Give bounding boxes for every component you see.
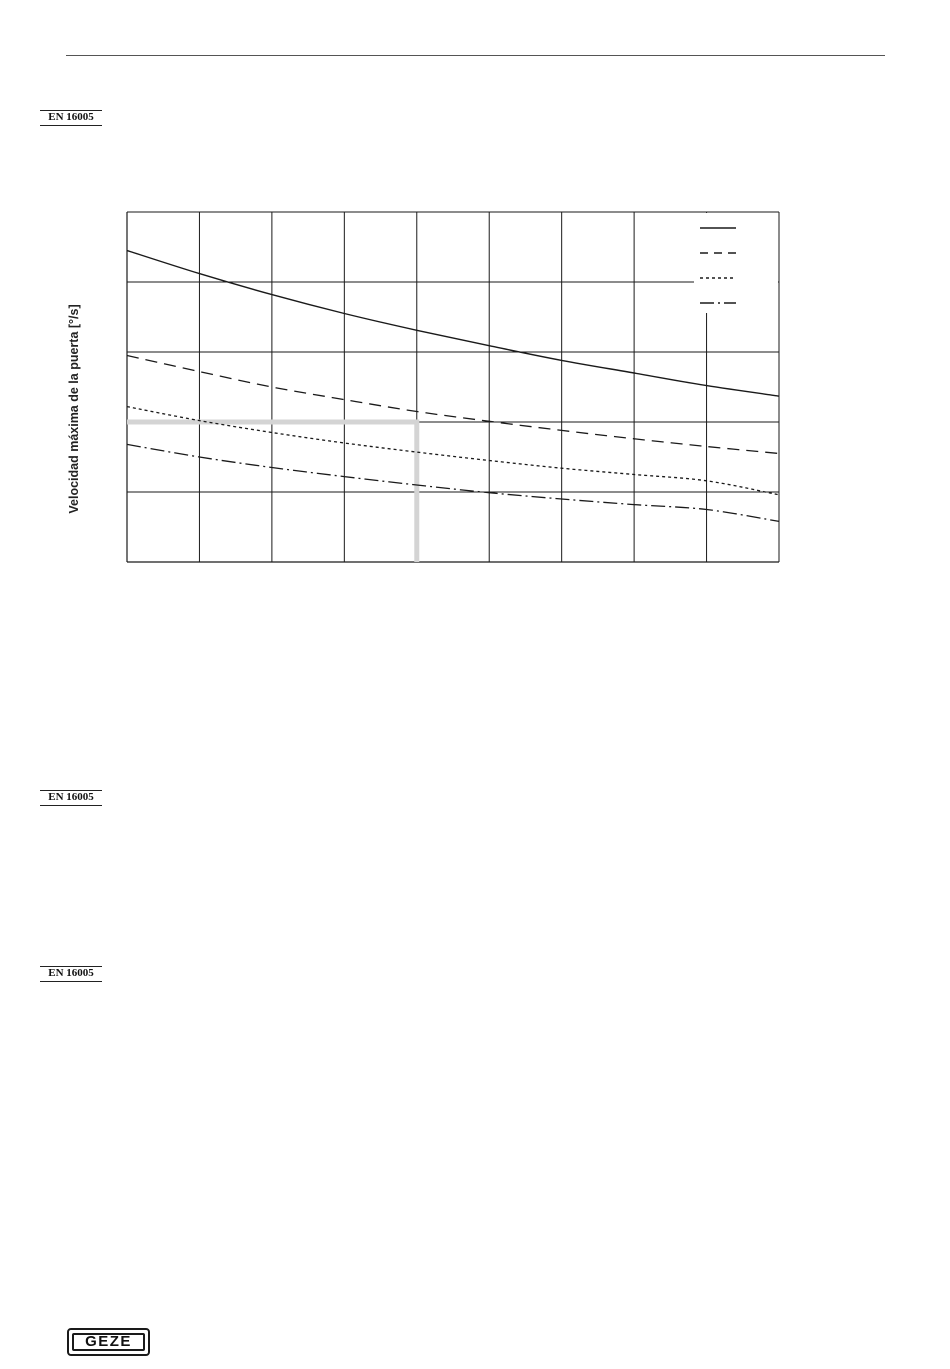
series-line-dashdot (127, 444, 779, 521)
standard-tag: EN 16005 (40, 790, 102, 806)
series-line-solid (127, 251, 779, 397)
series-line-dashed (127, 356, 779, 454)
standard-tag: EN 16005 (40, 966, 102, 982)
y-axis-label: Velocidad máxima de la puerta [°/s] (67, 304, 81, 514)
geze-logo-text: GEZE (72, 1333, 145, 1351)
standard-tag: EN 16005 (40, 110, 102, 126)
geze-logo (67, 1328, 150, 1356)
